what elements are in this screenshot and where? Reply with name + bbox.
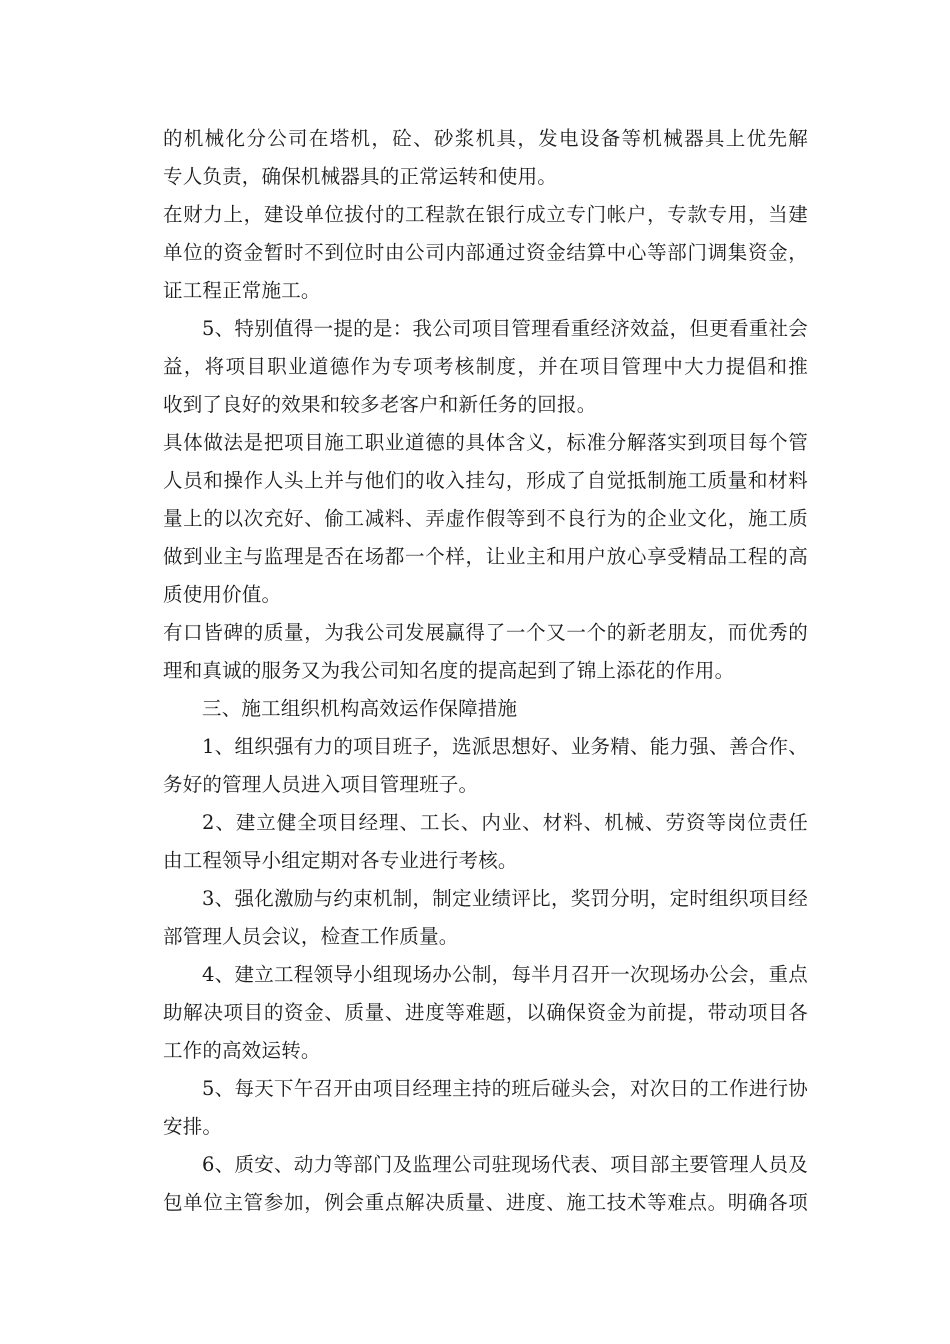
text-line: 益，将项目职业道德作为专项考核制度，并在项目管理中大力提倡和推 [163,355,808,378]
text-line: 在财力上，建设单位拔付的工程款在银行成立专门帐户，专款专用，当建 [163,203,808,226]
text-line: 务好的管理人员进入项目管理班子。 [163,773,479,796]
text-line: 安排。 [163,1115,223,1138]
text-line: 部管理人员会议，检查工作质量。 [163,925,459,948]
text-line: 由工程领导小组定期对各专业进行考核。 [163,849,518,872]
text-line: 证工程正常施工。 [163,279,321,302]
text-line: 收到了良好的效果和较多老客户和新任务的回报。 [163,393,597,416]
text-line: 工作的高效运转。 [163,1039,321,1062]
text-line: 助解决项目的资金、质量、进度等难题，以确保资金为前提，带动项目各 [163,1001,808,1024]
text-line: 1、组织强有力的项目班子，选派思想好、业务精、能力强、善合作、 [202,735,808,758]
text-line: 人员和操作人头上并与他们的收入挂勾，形成了自觉抵制施工质量和材料 [163,469,808,492]
text-line: 5、特别值得一提的是：我公司项目管理看重经济效益，但更看重社会 [202,317,808,340]
text-line: 理和真诚的服务又为我公司知名度的提高起到了锦上添花的作用。 [163,659,735,682]
text-line: 做到业主与监理是否在场都一个样，让业主和用户放心享受精品工程的高 [163,545,808,568]
text-line: 的机械化分公司在塔机，砼、砂浆机具，发电设备等机械器具上优先解 [163,127,808,150]
text-line: 6、质安、动力等部门及监理公司驻现场代表、项目部主要管理人员及 [202,1153,808,1176]
text-line: 5、每天下午召开由项目经理主持的班后碰头会，对次日的工作进行协 [202,1077,808,1100]
text-line: 三、施工组织机构高效运作保障措施 [202,697,518,720]
text-line: 包单位主管参加，例会重点解决质量、进度、施工技术等难点。明确各项 [163,1191,808,1214]
text-line: 3、强化激励与约束机制，制定业绩评比，奖罚分明，定时组织项目经 [202,887,808,910]
document-body [163,120,808,1222]
text-line: 单位的资金暂时不到位时由公司内部通过资金结算中心等部门调集资金， [163,241,808,264]
text-line: 量上的以次充好、偷工减料、弄虚作假等到不良行为的企业文化，施工质 [163,507,808,530]
text-line: 2、建立健全项目经理、工长、内业、材料、机械、劳资等岗位责任 [202,811,808,834]
text-line: 专人负责，确保机械器具的正常运转和使用。 [163,165,558,188]
text-line: 4、建立工程领导小组现场办公制，每半月召开一次现场办公会，重点 [202,963,808,986]
text-line: 有口皆碑的质量，为我公司发展赢得了一个又一个的新老朋友，而优秀的 [163,621,808,644]
text-line: 具体做法是把项目施工职业道德的具体含义，标准分解落实到项目每个管 [163,431,808,454]
text-line: 质使用价值。 [163,583,282,606]
